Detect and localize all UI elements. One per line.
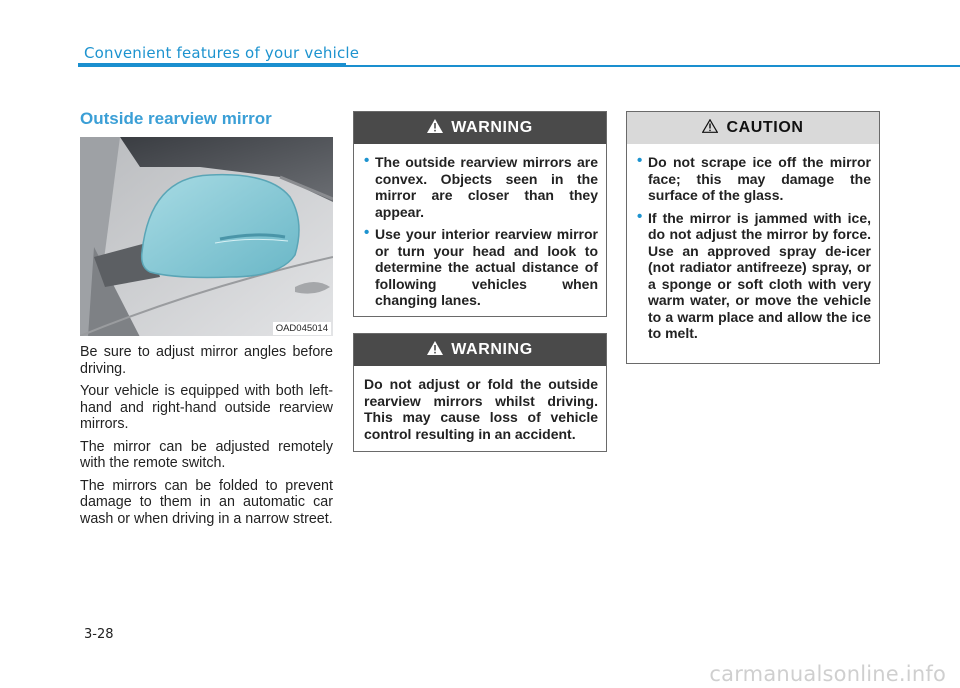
body-paragraph: Be sure to adjust mirror angles before driving. <box>80 344 333 377</box>
caution-item-text: If the mirror is jammed with ice, do not adjust the mirror by force. Use an approved spray de-icer (not radiator antifreeze) spray, or a sponge or soft cloth with very warm water, or move the vehicle to a warm place and allow the ice to melt. <box>648 209 871 341</box>
page-number: 3-28 <box>84 627 114 642</box>
bullet-icon: • <box>364 152 370 169</box>
warning-item-text: The outside rearview mirrors are convex. Objects seen in the mirror are closer than they appear. <box>375 154 598 220</box>
caution-triangle-icon <box>702 119 718 138</box>
body-paragraph: Your vehicle is equipped with both left-hand and right-hand outside rearview mirrors. <box>80 383 333 432</box>
header-rule-thick <box>78 63 346 67</box>
warning-triangle-icon <box>427 119 443 138</box>
body-paragraph: The mirror can be adjusted remotely with the remote switch. <box>80 438 333 471</box>
watermark: carmanualsonline.info <box>709 662 946 686</box>
bullet-icon: • <box>364 224 370 241</box>
section-title: Outside rearview mirror <box>80 109 272 128</box>
warning-heading: WARNING <box>451 341 533 358</box>
outside-mirror-illustration <box>80 137 333 336</box>
body-paragraph: The mirrors can be folded to prevent damage to them in an automatic car wash or when driving in a narrow street. <box>80 477 333 527</box>
caution-box <box>626 111 880 364</box>
caution-item <box>637 154 871 204</box>
bullet-icon: • <box>637 207 643 225</box>
figure-caption: OAD045014 <box>273 322 331 335</box>
warning-item-text: Use your interior rearview mirror or turn your head and look to determine the actual distance of following vehicles when changing lanes. <box>375 226 598 308</box>
warning-item <box>364 226 598 309</box>
warning-header <box>354 334 606 366</box>
caution-header <box>627 112 879 144</box>
mirror-figure <box>80 137 333 336</box>
warning-box-adjust <box>353 333 607 452</box>
caution-item-text: Do not scrape ice off the mirror face; this may damage the surface of the glass. <box>648 154 871 203</box>
caution-heading: CAUTION <box>726 119 804 136</box>
warning-body <box>354 366 606 450</box>
chapter-header: Convenient features of your vehicle <box>84 44 360 62</box>
warning-text: Do not adjust or fold the outside rearview mirrors whilst driving. This may cause loss of vehicle control resulting in an accident. <box>364 376 598 442</box>
bullet-icon: • <box>637 152 643 169</box>
warning-heading: WARNING <box>451 119 533 136</box>
warning-header <box>354 112 606 144</box>
warning-box-convex <box>353 111 607 317</box>
body-text <box>80 344 333 533</box>
warning-item <box>364 154 598 220</box>
caution-item <box>637 207 871 342</box>
caution-body <box>627 144 879 356</box>
warning-triangle-icon <box>427 341 443 360</box>
header-rule-thin <box>346 65 960 67</box>
warning-body <box>354 144 606 323</box>
